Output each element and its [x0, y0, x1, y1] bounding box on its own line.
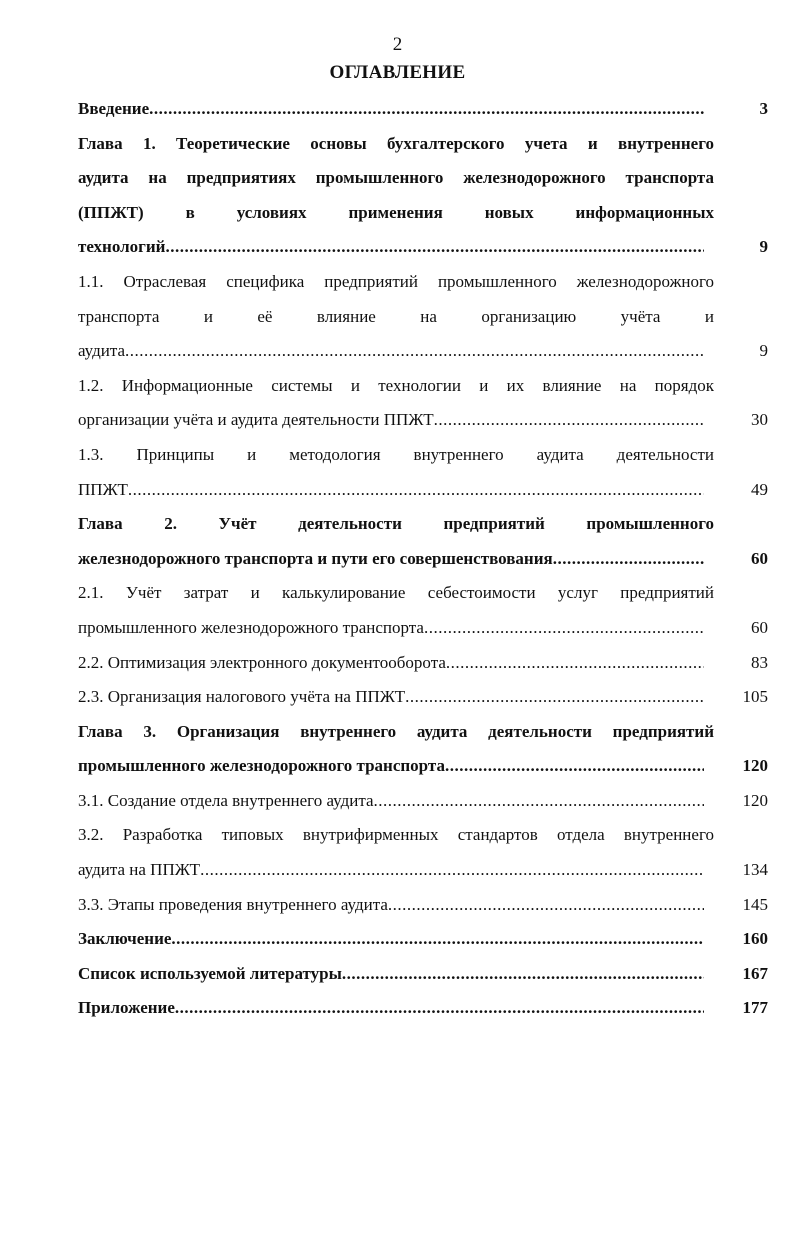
toc-entry-page-number: 145 [742, 894, 768, 914]
toc-entry-page-number: 105 [742, 687, 768, 707]
dot-leader [445, 749, 704, 784]
toc-entry-text-line: 1.3. Принципы и методология внутреннего аудита деятельности [78, 444, 714, 464]
toc-entry-page-number: 160 [742, 929, 768, 949]
toc-entry-page-number: 49 [751, 479, 768, 499]
toc-entry [78, 369, 768, 438]
toc-entry [78, 922, 768, 957]
toc-entry-title: промышленного железнодорожного транспорта [78, 756, 445, 776]
toc-entry [78, 127, 768, 265]
toc-entry-text-line: Глава 2. Учёт деятельности предприятий промышленного [78, 514, 714, 534]
toc-entry-text-line: транспорта и её влияние на организацию учёта и [78, 306, 714, 326]
toc-entry-text-line: 1.2. Информационные системы и технологии и их влияние на порядок [78, 375, 714, 395]
toc-entry [78, 507, 768, 576]
toc-title: ОГЛАВЛЕНИЕ [329, 62, 466, 83]
toc-entry-page-number: 134 [742, 860, 768, 880]
toc-entry-page-number: 60 [751, 617, 768, 637]
dot-leader [405, 680, 704, 715]
toc-entry-title: технологий [78, 237, 166, 257]
toc-entry-text-line: Глава 3. Организация внутреннего аудита деятельности предприятий [78, 721, 714, 741]
dot-leader [446, 646, 704, 681]
toc-entry-title: железнодорожного транспорта и пути его совершенствования [78, 548, 553, 568]
toc-entry-text-line: 2.1. Учёт затрат и калькулирование себестоимости услуг предприятий [78, 583, 714, 603]
toc-entry-title: 2.3. Организация налогового учёта на ППЖТ [78, 687, 406, 707]
toc-entry-title: Приложение [78, 998, 175, 1018]
toc-entry [78, 715, 768, 784]
toc-entry-title: ППЖТ [78, 479, 128, 499]
dot-leader [149, 92, 704, 127]
dot-leader [165, 230, 704, 265]
toc-entry-title: 3.1. Создание отдела внутреннего аудита [78, 790, 374, 810]
toc-entry-page-number: 3 [759, 99, 768, 118]
toc-entry [78, 888, 768, 923]
toc-entry-title: промышленного железнодорожного транспорта [78, 617, 424, 637]
toc-entry-title: 2.2. Оптимизация электронного документооборота [78, 652, 446, 672]
toc-entry [78, 438, 768, 507]
toc-entry [78, 680, 768, 715]
dot-leader [128, 473, 704, 508]
toc-entry-text-line: 1.1. Отраслевая специфика предприятий промышленного железнодорожного [78, 271, 714, 291]
toc-entry-title: организации учёта и аудита деятельности ППЖТ [78, 410, 434, 430]
toc-entry-title: Введение [78, 99, 150, 118]
toc-entry-page-number: 120 [742, 790, 768, 810]
toc-entry [78, 818, 768, 887]
dot-leader [175, 991, 704, 1026]
toc-entry [78, 784, 768, 819]
dot-leader [374, 784, 704, 819]
dot-leader [434, 403, 704, 438]
dot-leader [200, 853, 704, 888]
toc-entry [78, 265, 768, 369]
table-of-contents [78, 92, 768, 1026]
toc-entry-page-number: 120 [742, 756, 768, 776]
toc-entry [78, 576, 768, 645]
toc-entry-page-number: 9 [759, 237, 768, 257]
dot-leader [388, 888, 704, 923]
toc-entry-title: 3.3. Этапы проведения внутреннего аудита [78, 894, 388, 914]
toc-entry-text-line: Глава 1. Теоретические основы бухгалтерского учета и внутреннего [78, 133, 714, 153]
toc-entry [78, 646, 768, 681]
toc-entry-page-number: 9 [759, 341, 768, 361]
toc-entry-title: Список используемой литературы [78, 963, 342, 983]
toc-entry-page-number: 83 [751, 652, 768, 672]
toc-entry-page-number: 30 [751, 410, 768, 430]
toc-entry-text-line: 3.2. Разработка типовых внутрифирменных стандартов отдела внутреннего [78, 825, 714, 845]
toc-entry [78, 92, 768, 127]
dot-leader [553, 542, 704, 577]
toc-entry-title: аудита на ППЖТ [78, 860, 201, 880]
dot-leader [424, 611, 704, 646]
dot-leader [342, 957, 704, 992]
dot-leader [125, 334, 704, 369]
dot-leader [171, 922, 704, 957]
toc-entry-page-number: 167 [742, 963, 768, 983]
page-number: 2 [392, 34, 403, 55]
toc-entry-text-line: аудита на предприятиях промышленного железнодорожного транспорта [78, 168, 714, 188]
toc-entry-page-number: 177 [742, 998, 768, 1018]
toc-entry-page-number: 60 [751, 548, 768, 568]
toc-entry [78, 991, 768, 1026]
toc-entry-title: аудита [78, 341, 126, 361]
toc-entry-title: Заключение [78, 929, 172, 949]
toc-entry [78, 957, 768, 992]
toc-entry-text-line: (ППЖТ) в условиях применения новых информационных [78, 202, 714, 222]
